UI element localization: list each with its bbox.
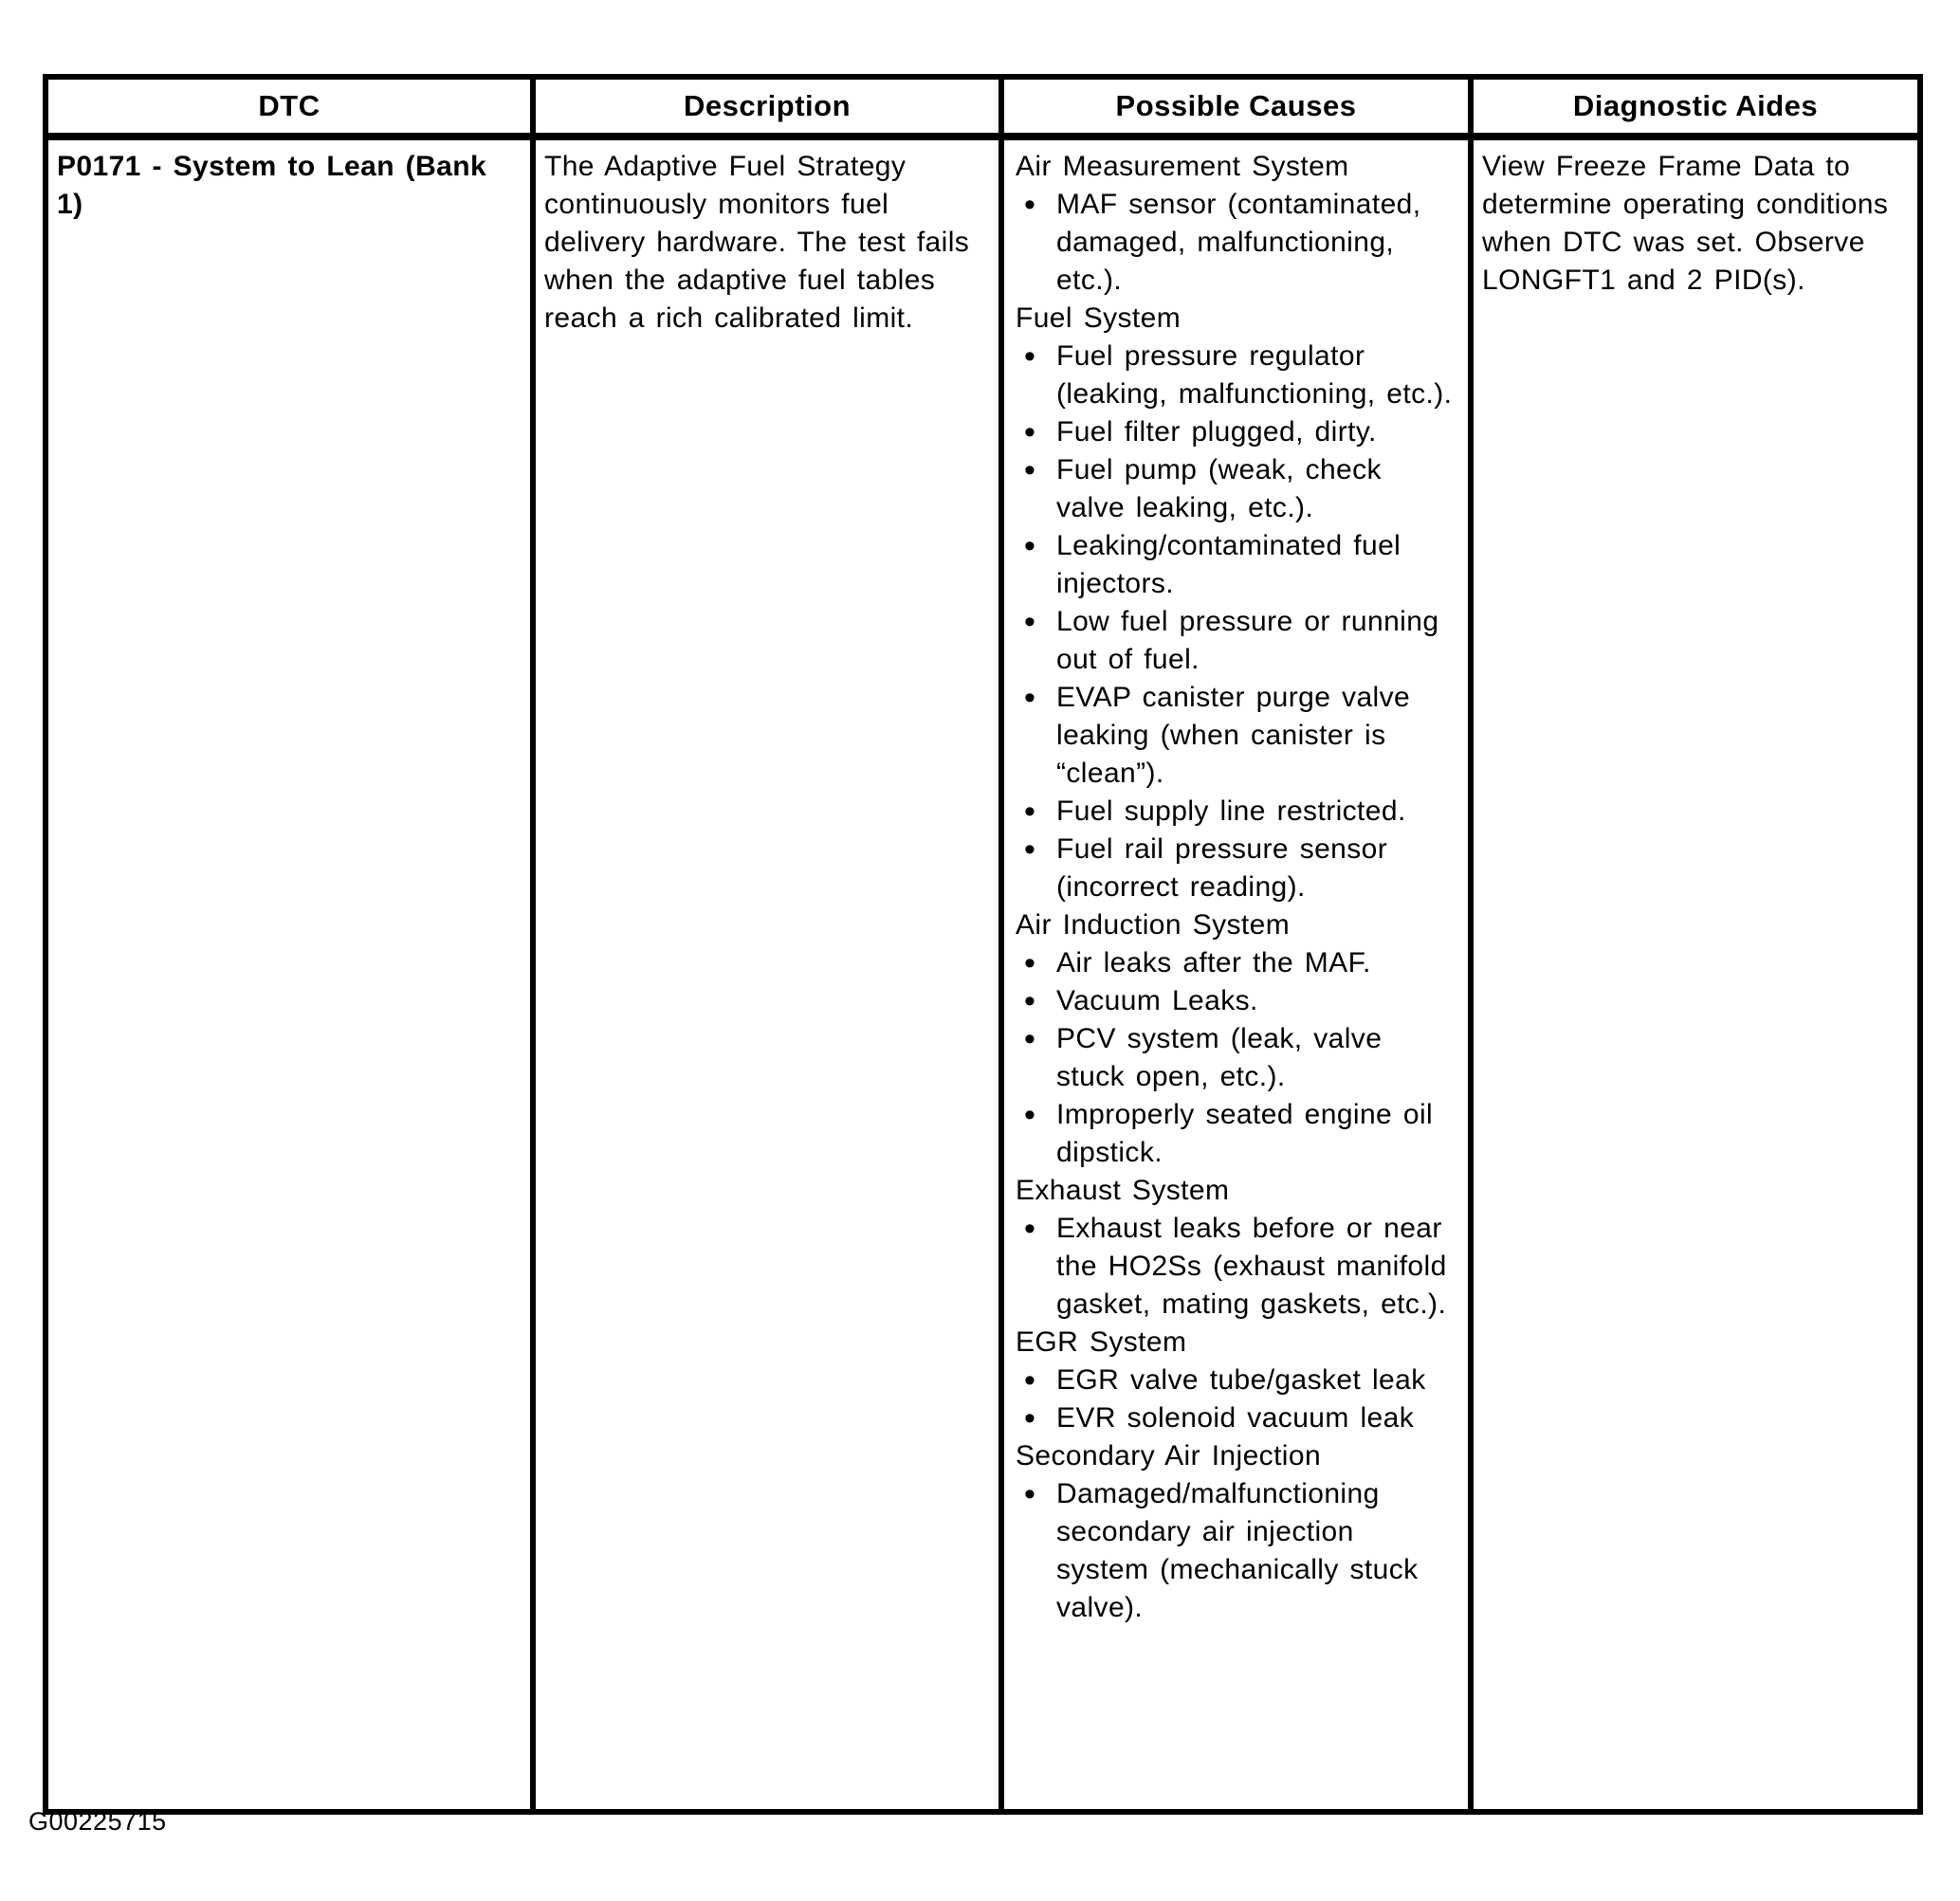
bullet-icon: • — [1024, 528, 1036, 564]
cause-item-text: PCV system (leak, valve stuck open, etc.). — [1056, 1023, 1383, 1092]
cause-item-text: Damaged/malfunctioning secondary air injection system (mechanically stuck valve). — [1056, 1478, 1419, 1623]
cause-section-heading: Air Measurement System — [1016, 151, 1349, 182]
cause-list-item — [1013, 451, 1456, 527]
bullet-icon: • — [1024, 338, 1036, 375]
figure-id-label: G00225715 — [28, 1807, 167, 1836]
bullet-icon: • — [1024, 187, 1036, 223]
cause-list-item — [1013, 982, 1456, 1020]
cell-possible-causes — [1001, 137, 1471, 1812]
cause-list-item — [1013, 186, 1456, 300]
cause-item-text: MAF sensor (contaminated, damaged, malfunctioning, etc.). — [1056, 189, 1421, 296]
bullet-icon: • — [1024, 414, 1036, 450]
cause-item-text: Fuel supply line restricted. — [1056, 795, 1406, 827]
cause-item-text: EVR solenoid vacuum leak — [1056, 1402, 1415, 1434]
cause-section-heading: Secondary Air Injection — [1016, 1440, 1322, 1471]
cause-list-item — [1013, 831, 1456, 906]
cause-item-text: Air leaks after the MAF. — [1056, 947, 1371, 978]
cause-item-text: Leaking/contaminated fuel injectors. — [1056, 530, 1401, 599]
header-row — [46, 77, 1920, 137]
cause-item-text: Low fuel pressure or running out of fuel. — [1056, 606, 1439, 675]
bullet-icon: • — [1024, 832, 1036, 868]
cell-dtc-code: P0171 - System to Lean (Bank 1) — [46, 137, 533, 1812]
col-header-description: Description — [533, 77, 1001, 137]
col-header-diagnostic-aides: Diagnostic Aides — [1471, 77, 1920, 137]
cause-list-item — [1013, 1020, 1456, 1096]
dtc-info-table — [43, 74, 1923, 1815]
cause-list-item — [1013, 944, 1456, 982]
cause-list-item — [1013, 1210, 1456, 1324]
cause-item-text: Fuel filter plugged, dirty. — [1056, 416, 1377, 448]
bullet-icon: • — [1024, 1021, 1036, 1057]
cause-item-text: Fuel pressure regulator (leaking, malfunctioning, etc.). — [1056, 340, 1453, 410]
cause-item-text: Exhaust leaks before or near the HO2Ss (exhaust manifold gasket, mating gaskets, etc.). — [1056, 1213, 1447, 1320]
bullet-icon: • — [1024, 1097, 1036, 1133]
cause-section-heading: Air Induction System — [1016, 909, 1291, 941]
cause-section-heading: Exhaust System — [1016, 1175, 1230, 1206]
table-row — [46, 137, 1920, 1812]
cause-list-item — [1013, 1399, 1456, 1437]
cause-list-item — [1013, 413, 1456, 451]
bullet-icon: • — [1024, 983, 1036, 1019]
cause-list-item — [1013, 679, 1456, 793]
bullet-icon: • — [1024, 1476, 1036, 1512]
cause-item-text: EVAP canister purge valve leaking (when canister is “clean”). — [1056, 682, 1411, 789]
cause-list-item — [1013, 1362, 1456, 1399]
bullet-icon: • — [1024, 1362, 1036, 1398]
cause-item-text: Vacuum Leaks. — [1056, 985, 1258, 1016]
cause-item-text: Fuel rail pressure sensor (incorrect reading). — [1056, 833, 1388, 903]
cause-list-item — [1013, 1475, 1456, 1627]
cause-list-item — [1013, 603, 1456, 679]
cause-list-item — [1013, 1096, 1456, 1172]
cell-diagnostic-aides: View Freeze Frame Data to determine operating conditions when DTC was set. Observe LONGFT1 and 2 PID(s). — [1471, 137, 1920, 1812]
cell-description: The Adaptive Fuel Strategy continuously monitors fuel delivery hardware. The test fails when the adaptive fuel tables reach a rich calibrated limit. — [533, 137, 1001, 1812]
cause-item-text: EGR valve tube/gasket leak — [1056, 1364, 1426, 1396]
bullet-icon: • — [1024, 604, 1036, 640]
cause-list-item — [1013, 338, 1456, 413]
cause-item-text: Fuel pump (weak, check valve leaking, etc.). — [1056, 454, 1382, 523]
cause-item-text: Improperly seated engine oil dipstick. — [1056, 1099, 1434, 1168]
cause-list-item — [1013, 793, 1456, 831]
bullet-icon: • — [1024, 945, 1036, 981]
bullet-icon: • — [1024, 1400, 1036, 1436]
bullet-icon: • — [1024, 452, 1036, 488]
cause-section-heading: EGR System — [1016, 1326, 1187, 1358]
bullet-icon: • — [1024, 680, 1036, 716]
bullet-icon: • — [1024, 794, 1036, 830]
col-header-possible-causes: Possible Causes — [1001, 77, 1471, 137]
bullet-icon: • — [1024, 1211, 1036, 1247]
cause-section-heading: Fuel System — [1016, 302, 1181, 334]
col-header-dtc: DTC — [46, 77, 533, 137]
cause-list-item — [1013, 527, 1456, 603]
